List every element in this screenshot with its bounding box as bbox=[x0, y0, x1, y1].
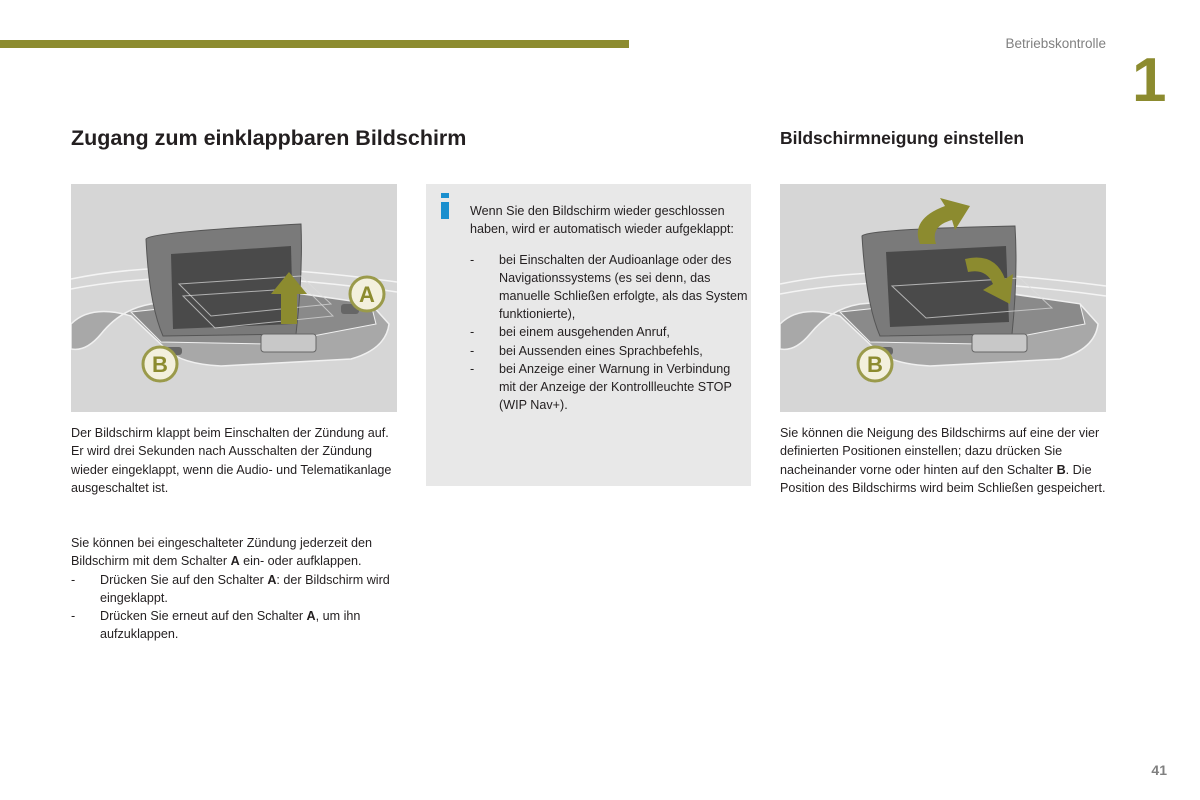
control-buttons bbox=[261, 334, 316, 352]
left-paragraph-1: Der Bildschirm klappt beim Einschalten der Zündung auf. Er wird drei Sekunden nach Ausschalten der Zündung wieder eingeklappt, wenn die Audio- und Telematikanlage ausgeschaltet ist. bbox=[71, 426, 392, 495]
screen-display bbox=[171, 246, 293, 329]
info-icon bbox=[440, 193, 450, 219]
label-a: A bbox=[359, 282, 375, 307]
control-buttons bbox=[972, 334, 1027, 352]
figure-folding-screen bbox=[71, 184, 397, 412]
info-box bbox=[426, 184, 751, 486]
info-text bbox=[470, 189, 750, 414]
figure-screen-tilt bbox=[780, 184, 1106, 412]
label-b: B bbox=[867, 352, 883, 377]
right-paragraph: Sie können die Neigung des Bildschirms auf eine der vier definierten Positionen einstellen; dazu drücken Sie nacheinander vorne oder hinten auf den Schalter B. Die Position des Bildschirms wird beim Schließen gespeichert. bbox=[780, 426, 1106, 495]
list-item: - Drücken Sie erneut auf den Schalter A, um ihn aufzuklappen. bbox=[71, 609, 361, 642]
list-item: - bei Einschalten der Audioanlage oder des Navigationssystems (es sei denn, das manuelle Schließen erfolgte, als das System funktionierte), bbox=[470, 252, 748, 322]
screen-tilt-illustration bbox=[780, 184, 1106, 412]
header-accent-bar bbox=[0, 40, 629, 48]
list-item: - bei einem ausgehenden Anruf, bbox=[470, 325, 670, 340]
page-number: 41 bbox=[1151, 762, 1167, 778]
folding-screen-illustration bbox=[71, 184, 397, 412]
info-list bbox=[470, 251, 750, 415]
left-paragraph-2: Sie können bei eingeschalteter Zündung jederzeit den Bildschirm mit dem Schalter A ein- oder aufklappen. - Drücken Sie auf den Schalter A: der Bildschirm wird eingeklappt. - Drücken Sie erneut auf den Schalter A, um ihn aufzuklappen. bbox=[71, 534, 401, 644]
info-intro: Wenn Sie den Bildschirm wieder geschlossen haben, wird er automatisch wieder aufgeklappt: bbox=[470, 203, 734, 236]
steps-list bbox=[71, 571, 401, 644]
list-item: - bei Anzeige einer Warnung in Verbindung mit der Anzeige der Kontrollleuchte STOP (WIP Nav+). bbox=[470, 361, 732, 413]
section-label: Betriebskontrolle bbox=[1005, 36, 1106, 51]
label-b: B bbox=[152, 352, 168, 377]
list-item: - bei Aussenden eines Sprachbefehls, bbox=[470, 343, 703, 358]
chapter-number: 1 bbox=[1132, 46, 1167, 115]
section-title-screen-tilt: Bildschirmneigung einstellen bbox=[780, 128, 1025, 148]
list-item: - Drücken Sie auf den Schalter A: der Bildschirm wird eingeklappt. bbox=[71, 572, 390, 605]
page-title: Zugang zum einklappbaren Bildschirm bbox=[71, 126, 467, 150]
